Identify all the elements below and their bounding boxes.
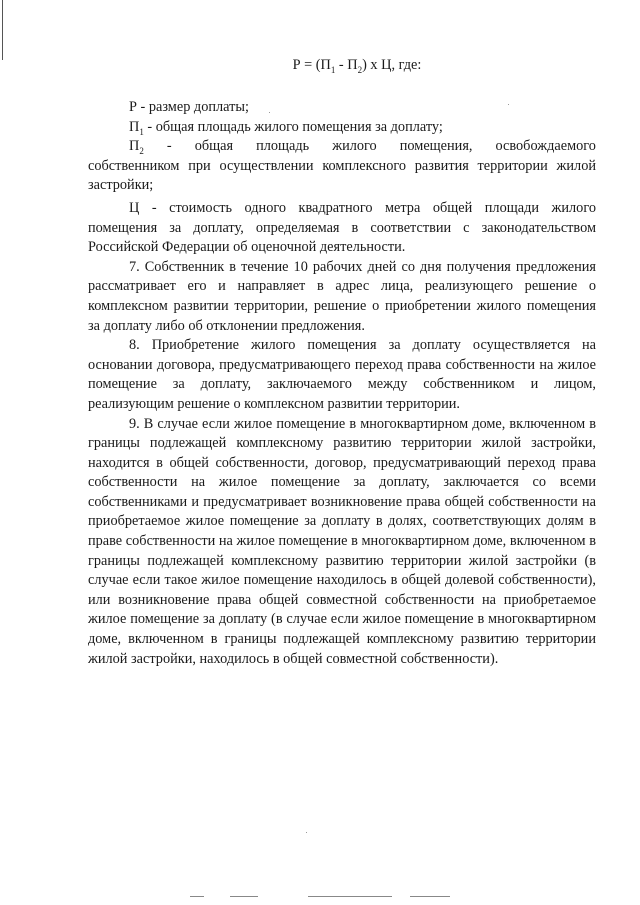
formula-subscript-2: 2: [357, 64, 363, 75]
scan-speck: [306, 832, 307, 833]
definition-p2: [88, 137, 596, 196]
paragraph-8: 8. Приобретение жилого помещения за доплату осуществляется на основании договора, предусматривающего переход права собственности на жилое помещение за доплату, заключаемого между собственником и лицом, реализующим решение о комплексном развитии территории.: [88, 337, 596, 412]
paragraph-7: 7. Собственник в течение 10 рабочих дней со дня получения предложения рассматривает его и направляет в адрес лица, реализующего решение о комплексном развитии территории, решение о приобретении жилого помещения за доплату либо об отклонении предложения.: [88, 258, 596, 334]
paragraph-9: 9. В случае если жилое помещение в многоквартирном доме, включенном в границы подлежащей комплексному развитию территории жилой застройки, находится в общей собственности, договор, предусматривающий переход права собственности на жилое помещение за доплату, заключается со всеми собственниками и предусматривает возникновение права общей собственности на приобретаемое жилое помещение за доплату в долях, соответствующих долям в праве собственности на жилое помещение в многоквартирном доме, включенном в границы подлежащей комплексному развитию территории жилой застройки (в случае если такое жилое помещение находилось в общей долевой собственности), или возникновение права общей совместной собственности на приобретаемое жилое помещение за доплату (в случае если жилое помещение в многоквартирном доме, включенном в границы подлежащей комплексному развитию территории жилой застройки, находилось в общей совместной собственности).: [88, 415, 596, 667]
formula-subscript-1: 1: [330, 64, 336, 75]
scan-speck: [269, 112, 270, 113]
scan-edge-line: [2, 0, 3, 60]
formula: [118, 56, 596, 76]
formula-part: - П: [335, 57, 358, 73]
formula-part: ) х Ц, где:: [362, 57, 422, 73]
formula-part: Р = (П: [292, 57, 331, 73]
document-body: [88, 56, 596, 669]
definition-p2-rest: собственником при осуществлении комплексного развития территории жилой застройки;: [88, 157, 596, 194]
scan-speck: [508, 104, 509, 105]
definition-c: Ц - стоимость одного квадратного метра общей площади жилого помещения за доплату, определяемая в соответствии с законодательством Российской Федерации об оценочной деятельности.: [88, 199, 596, 256]
definition-r: Р - размер доплаты;: [129, 99, 249, 115]
scan-footer-marks: [180, 896, 520, 900]
definition-p1: $П_1$ - общая площадь жилого помещения за доплату;: [129, 118, 443, 137]
definition-p2-first-line: $П_2$ - общая площадь жилого помещения, освобождаемого: [129, 138, 596, 157]
